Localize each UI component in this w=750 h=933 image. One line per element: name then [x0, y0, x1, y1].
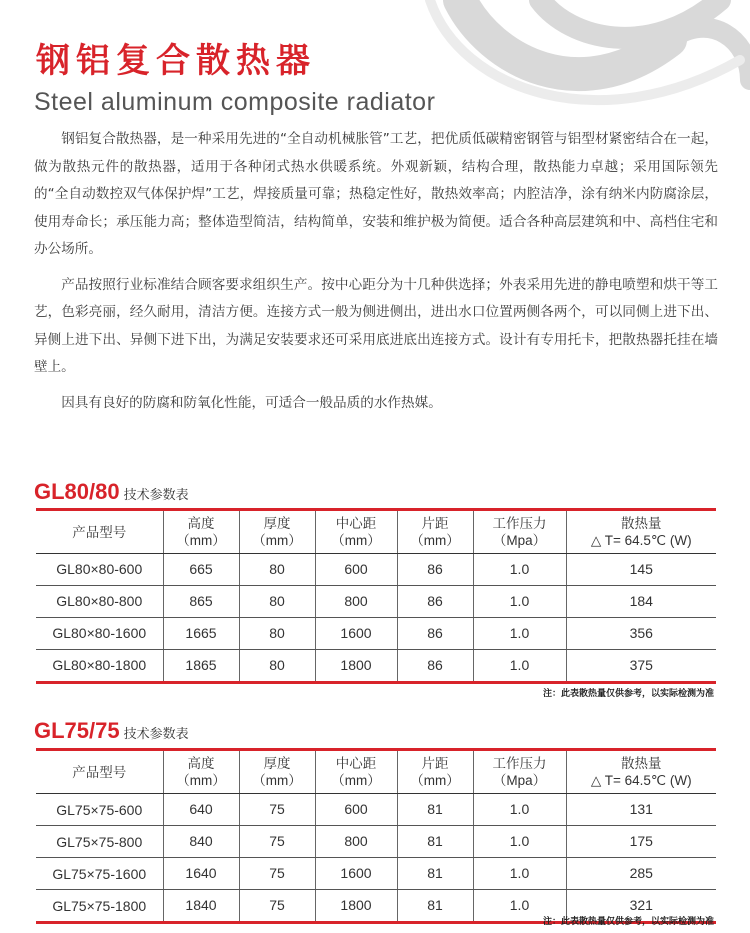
column-header-height: 高度 （mm） — [163, 750, 239, 794]
table-row — [36, 650, 716, 683]
table-cell: 86 — [397, 554, 473, 586]
table-cell: 1.0 — [473, 826, 566, 858]
table-header-row — [36, 750, 716, 794]
table-row — [36, 618, 716, 650]
table-cell: 81 — [397, 794, 473, 826]
table-cell: 1.0 — [473, 618, 566, 650]
description-paragraph: 因具有良好的防腐和防氧化性能，可适合一般品质的水作热媒。 — [61, 394, 442, 411]
description — [34, 126, 718, 417]
table-cell: 86 — [397, 650, 473, 683]
column-header-pressure: 工作压力 （Mpa） — [473, 510, 566, 554]
table-cell: GL80×80-800 — [36, 586, 163, 618]
table-cell: GL75×75-1800 — [52, 897, 147, 914]
table-cell: 81 — [397, 890, 473, 923]
table-cell: 175 — [566, 826, 716, 858]
table-cell: 1800 — [315, 650, 397, 683]
table-cell: 356 — [566, 618, 716, 650]
column-header-center-distance: 中心距 （mm） — [315, 510, 397, 554]
table-cell: GL80×80-600 — [36, 554, 163, 586]
column-header-thickness: 厚度 （mm） — [239, 750, 315, 794]
table-cell: 75 — [239, 890, 315, 923]
table-cell: 800 — [315, 586, 397, 618]
table-cell: 840 — [163, 826, 239, 858]
table-cell: GL75×75-1600 — [36, 858, 163, 890]
table-cell: 86 — [397, 618, 473, 650]
table-cell: 1600 — [315, 618, 397, 650]
table-cell: 81 — [397, 826, 473, 858]
table-cell: 184 — [566, 586, 716, 618]
table-row — [36, 586, 716, 618]
table-cell: 80 — [239, 650, 315, 683]
table-cell: 81 — [397, 858, 473, 890]
table-model: GL80/80 — [34, 479, 120, 504]
table-note: 注：此表散热量仅供参考，以实际检测为准 — [542, 917, 714, 927]
table-cell: 1.0 — [473, 890, 566, 923]
column-header-heat-output: 散热量 △ T= 64.5℃ (W) — [566, 510, 716, 554]
table-cell: 1.0 — [473, 794, 566, 826]
table-cell: 80 — [239, 554, 315, 586]
table-cell: 600 — [315, 794, 397, 826]
column-header-thickness: 厚度 （mm） — [239, 510, 315, 554]
table-cell: 1665 — [163, 618, 239, 650]
table-cell: 600 — [315, 554, 397, 586]
page-title-cn: 钢铝复合散热器 — [36, 41, 316, 81]
spec-table-gl75 — [36, 748, 716, 924]
table-cell: 1.0 — [473, 554, 566, 586]
spec-table-gl80 — [36, 508, 716, 684]
table-cell: 75 — [239, 858, 315, 890]
table-row — [36, 554, 716, 586]
table-cell: 375 — [566, 650, 716, 683]
table-cell: 321 — [566, 890, 716, 923]
description-paragraph: 钢铝复合散热器，是一种采用先进的“全自动机械胀管”工艺，把优质低碳精密钢管与铝型材紧密结合在一起，做为散热元件的散热器，适用于各种闭式热水供暖系统。外观新颖，结构合理，散热能力卓越；采用国际领先的“全自动数控双气体保护焊”工艺，焊接质量可靠；热稳定性好，散热效率高；内腔洁净，涂有纳米内防腐涂层，使用寿命长；承压能力高；整体造型简洁，结构简单，安装和维护极为简便。适合各种高层建筑和中、高档住宅和办公场所。 — [34, 131, 718, 257]
table-note: 注：此表散热量仅供参考，以实际检测为准 — [542, 689, 714, 699]
table-cell: GL75×75-800 — [36, 826, 163, 858]
table-model: GL75/75 — [34, 718, 120, 743]
column-header-fin-pitch: 片距 （mm） — [397, 510, 473, 554]
column-header-fin-pitch: 片距 （mm） — [397, 750, 473, 794]
column-header-pressure: 工作压力 （Mpa） — [473, 750, 566, 794]
table-cell: 1840 — [163, 890, 239, 923]
table-cell: 1800 — [315, 890, 397, 923]
table-cell: GL75×75-600 — [36, 794, 163, 826]
description-paragraph: 产品按照行业标准结合顾客要求组织生产。按中心距分为十几种供选择；外表采用先进的静电喷塑和烘干等工艺，色彩亮丽，经久耐用，清洁方便。连接方式一般为侧进侧出，进出水口位置两侧各两个，可以同侧上进下出、异侧上进下出、异侧下进下出，为满足安装要求还可采用底进底出连接方式。设计有专用托卡，把散热器托挂在墙壁上。 — [34, 276, 718, 375]
table-cell: GL80×80-1800 — [52, 657, 147, 673]
table-cell: 285 — [566, 858, 716, 890]
table-cell: GL80×80-1600 — [36, 618, 163, 650]
table-cell: 665 — [163, 554, 239, 586]
table-cell: 86 — [397, 586, 473, 618]
column-header-heat-output: 散热量 △ T= 64.5℃ (W) — [566, 750, 716, 794]
table-cell: 75 — [239, 794, 315, 826]
table-row — [36, 826, 716, 858]
table-cell: 640 — [163, 794, 239, 826]
column-header-center-distance: 中心距 （mm） — [315, 750, 397, 794]
swirl-decoration — [420, 0, 750, 120]
table-cell: 80 — [239, 618, 315, 650]
table-cell: 1.0 — [473, 858, 566, 890]
table-cell: 865 — [163, 586, 239, 618]
table-suffix: 技术参数表 — [123, 487, 189, 502]
table-cell: 1865 — [163, 650, 239, 683]
page-title-en: Steel aluminum composite radiator — [34, 88, 436, 116]
column-header-height: 高度 （mm） — [163, 510, 239, 554]
table-cell: 131 — [566, 794, 716, 826]
column-header-model: 产品型号 — [36, 750, 163, 794]
table-cell: 145 — [566, 554, 716, 586]
table-row — [36, 794, 716, 826]
table-title-gl80 — [34, 477, 189, 510]
table-cell: 1.0 — [473, 650, 566, 683]
table-cell: 1640 — [163, 858, 239, 890]
table-cell: 80 — [239, 586, 315, 618]
table-row — [36, 858, 716, 890]
table-cell: 75 — [239, 826, 315, 858]
table-cell: 1.0 — [473, 586, 566, 618]
column-header-model: 产品型号 — [36, 510, 163, 554]
table-cell: 1600 — [315, 858, 397, 890]
table-cell: 800 — [315, 826, 397, 858]
table-header-row — [36, 510, 716, 554]
table-suffix: 技术参数表 — [123, 726, 189, 741]
table-title-gl75 — [34, 716, 189, 749]
